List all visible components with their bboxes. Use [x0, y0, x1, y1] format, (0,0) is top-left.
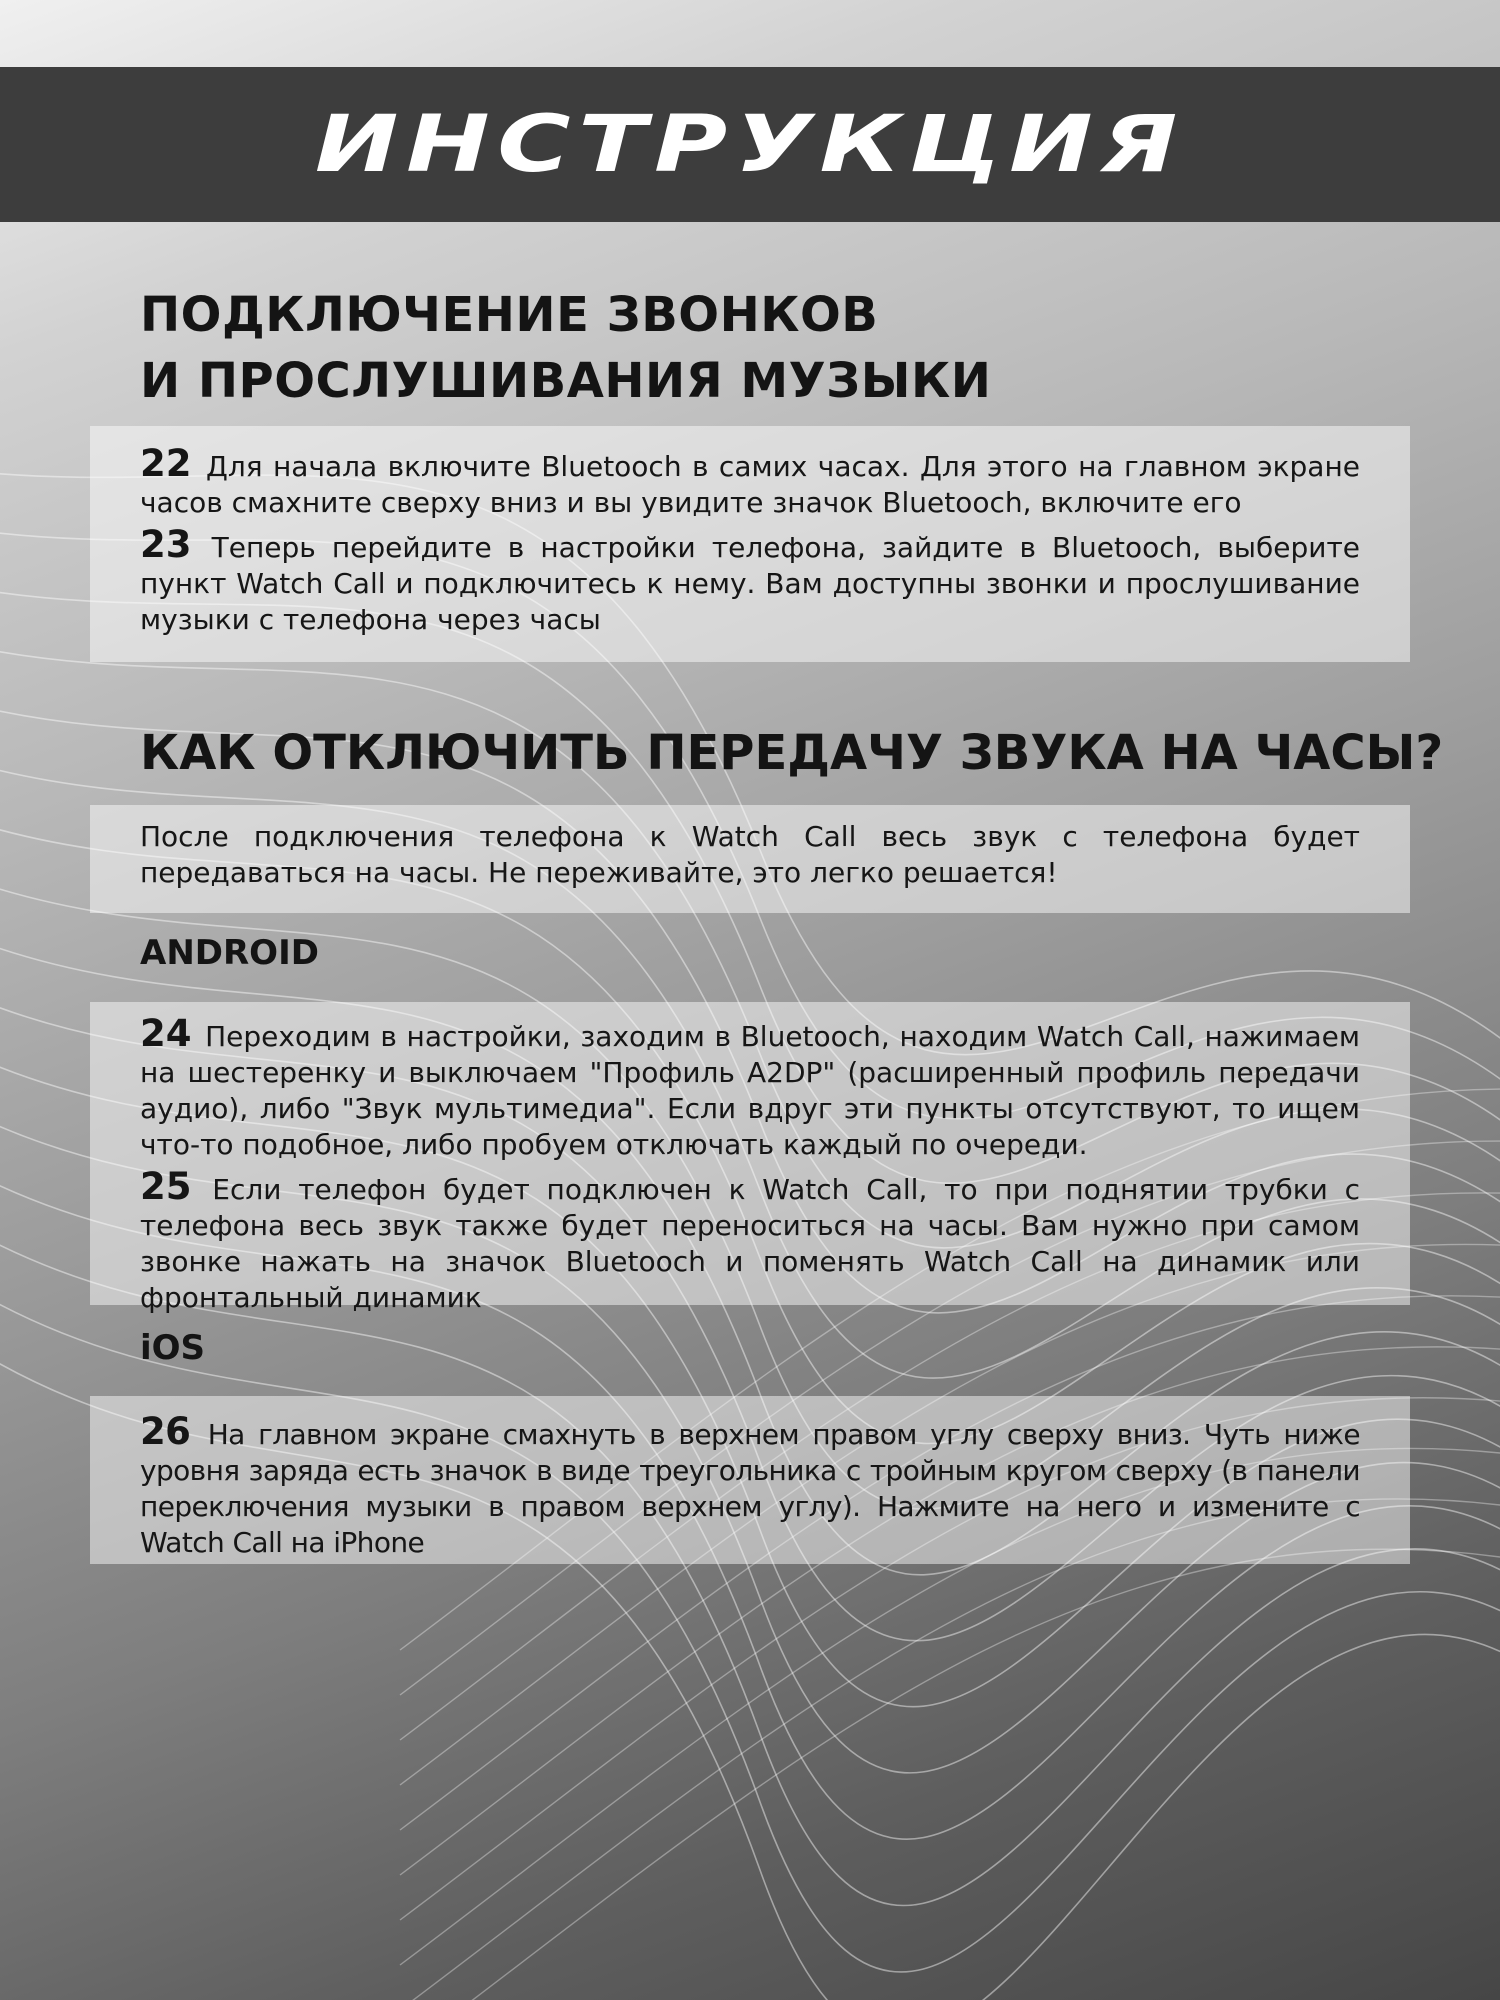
- calls-section-heading: [140, 282, 991, 414]
- step-item: [140, 1410, 1360, 1561]
- step-number: 22: [140, 442, 192, 485]
- disable-section-heading: КАК ОТКЛЮЧИТЬ ПЕРЕДАЧУ ЗВУКА НА ЧАСЫ?: [140, 725, 1444, 781]
- step-text: Для начала включите Bluetooch в самих часах. Для этого на главном экране часов смахните сверху вниз и вы увидите значок Bluetooch, включите его: [140, 450, 1360, 519]
- step-item: [140, 1165, 1361, 1316]
- step-text: Переходим в настройки, заходим в Bluetooch, находим Watch Call, нажимаем на шестеренку и выключаем "Профиль A2DP" (расширенный профиль передачи аудио), либо "Звук мультимедиа". Если вдруг эти пункты отсутствуют, то ищем что-то подобное, либо пробуем отключать каждый по очереди.: [140, 1020, 1360, 1161]
- step-text: Теперь перейдите в настройки телефона, зайдите в Bluetooch, выберите пункт Watch Call и подключитесь к нему. Вам доступны звонки и прослушивание музыки с телефона через часы: [140, 531, 1361, 636]
- step-text: Если телефон будет подключен к Watch Call, то при поднятии трубки с телефона весь звук также будет переноситься на часы. Вам нужно при самом звонке нажать на значок Bluetooch и поменять Watch Call на динамик или фронтальный динамик: [140, 1173, 1361, 1314]
- wave-line: [400, 1549, 1500, 2000]
- ios-heading: iOS: [140, 1328, 206, 1368]
- step-item: [140, 1012, 1360, 1163]
- calls-heading-line2: И ПРОСЛУШИВАНИЯ МУЗЫКИ: [140, 353, 992, 409]
- ios-steps-card: [90, 1396, 1410, 1564]
- header-bar: [0, 67, 1500, 222]
- calls-steps-card: [90, 426, 1410, 662]
- wave-line: [400, 1499, 1500, 2000]
- step-number: 26: [140, 1410, 191, 1453]
- disable-intro-card: [90, 805, 1410, 913]
- wave-line: [0, 1224, 1500, 1906]
- android-heading: ANDROID: [140, 933, 319, 973]
- android-steps-card: [90, 1002, 1410, 1314]
- intro-text: После подключения телефона к Watch Call весь звук с телефона будет передаваться на часы. Не переживайте, это легко решается!: [140, 820, 1360, 889]
- step-item: [140, 442, 1360, 521]
- calls-heading-line1: ПОДКЛЮЧЕНИЕ ЗВОНКОВ: [140, 287, 879, 343]
- step-number: 25: [140, 1165, 192, 1208]
- wave-line: [0, 1282, 1500, 1972]
- step-number: 24: [140, 1012, 192, 1055]
- step-number: 23: [140, 523, 192, 566]
- step-item: [140, 523, 1361, 638]
- step-text: На главном экране смахнуть в верхнем правом углу сверху вниз. Чуть ниже уровня заряда есть значок в виде треугольника с тройным кругом сверху (в панели переключения музыки в правом верхнем углу). Нажмите на него и измените с Watch Call на iPhone: [140, 1418, 1360, 1559]
- page-title: ИНСТРУКЦИЯ: [314, 99, 1186, 190]
